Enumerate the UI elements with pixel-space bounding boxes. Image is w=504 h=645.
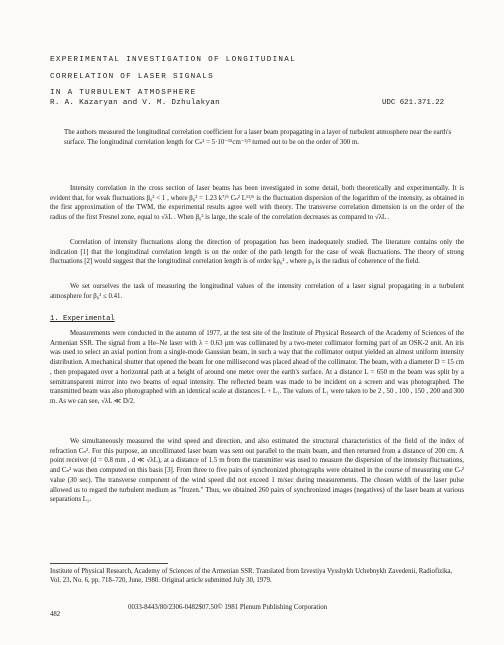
footnote: Institute of Physical Research, Academy of Sciences of the Armenian SSR. Translated from Izvestiya Vysshykh Uchebnykh Zavedenii, Radiofizika, Vol. 23, No. 6, pp. 718–720, June, 1980. Original article submitted July 30, 1979. (50, 568, 453, 585)
body-paragraph-1 (50, 184, 464, 223)
paragraph-text: We set ourselves the task of measuring the longitudinal values of the intensity correlation of a laser signal propagating in a turbulent atmosphere for β₀² ≤ 0.41. (50, 283, 464, 300)
paper-title (50, 52, 410, 102)
footnote-divider (50, 563, 168, 564)
page-number: 482 (50, 611, 61, 618)
paragraph-text: Measurements were conducted in the autumn of 1977, at the test site of the Institute of Physical Research of the Academy of Sciences of the Armenian SSR. The signal from a He–Ne laser with λ = 0.63 μm was collimated by a two-meter collimator forming part of an OSK-2 unit. An iris was used to select an axial portion from a single-mode Gaussian beam, in such a way that the collimator output yielded an almost uniform intensity distribution. A mechanical shutter that opened the beam for one millisecond was placed ahead of the collimator. The beam, with a diameter D = 15 cm , then propagated over a horizontal path at a height of around one meter over the earth's surface. At a distance L = 650 m the beam was split by a semitransparent mirror into two beams of equal intensity. The reflected beam was made to be incident on a screen and was photographed. The transmitted beam was also photographed with an identical scale at distances L + L₁. The values of L₁ were taken to be 2 , 50 , 100 , 150 , 200 and 300 m. As we can see, √λL ≪ D/2. (50, 330, 465, 405)
body-paragraph-5 (50, 437, 464, 505)
body-paragraph-4 (50, 329, 464, 407)
section-heading: 1. Experimental (50, 315, 115, 323)
paragraph-text: Intensity correlation in the cross section of laser beams has been investigated in some detail, both theoretically and experimentally. It is evident that, for weak fluctuations β₀² < 1 , where β₀² = 1.23 k⁷/⁶ Cₙ² L¹¹/⁶ is the fluctuation dispersion of the logarithm of the intensity, as obtained in the first approximation of the TWM, the experimental results agree well with theory. The transverse correlation dimension is on the order of the radius of the first Fresnel zone, equal to √λL . When β₀² is large, the scale of the correlation decreases as compared to √λL . (50, 185, 464, 222)
body-paragraph-3 (50, 282, 464, 301)
abstract: The authors measured the longitudinal correlation coefficient for a laser beam propagating in a layer of turbulent atmosphere near the earth's surface. The longitudinal correlation length for Cₙ² = 5·10⁻¹⁵cm⁻²/³ turned out to be on the order of 300 m. (64, 129, 452, 146)
title-line-3: IN A TURBULENT ATMOSPHERE (50, 89, 197, 97)
body-paragraph-2 (50, 238, 464, 267)
title-line-1: EXPERIMENTAL INVESTIGATION OF LONGITUDINAL (50, 56, 296, 64)
udc-code: UDC 621.371.22 (382, 99, 445, 107)
copyright-line: 0033-8443/80/2306-0482$07.50© 1981 Plenum Publishing Corporation (128, 604, 328, 611)
paragraph-text: We simultaneously measured the wind speed and direction, and also estimated the structural characteristics of the field of the index of refraction Cₙ². For this purpose, an uncollimated laser beam was sent out parallel to the main beam, and then returned from a distance of 200 cm. A point receiver (d = 0.8 mm , d ≪ √λL), at a distance of 1.5 m from the transmitter was used to measure the dispersion of the intensity fluctuations, and Cₙ² was then computed on this basis [3]. From three to five pairs of synchronized photographs were obtained in the course of measuring one Cₙ² value (30 sec). The transverse component of the wind speed did not exceed 1 m/sec during measurements. The chosen width of the laser pulse allowed us to regard the turbulent medium as "frozen." Thus, we obtained 260 pairs of synchronized images (negatives) of the laser beam at various separations L₁. (50, 438, 464, 504)
title-line-2: CORRELATION OF LASER SIGNALS (50, 72, 214, 81)
paragraph-text: Correlation of intensity fluctuations along the direction of propagation has been inadequately studied. The literature contains only the indication [1] that the longitudinal correlation length is on the order of the path length for the case of weak fluctuations. The theory of strong fluctuations [2] would suggest that the longitudinal correlation length is of order kρ₀² , where ρ₀ is the radius of coherence of the field. (50, 239, 464, 266)
authors: R. A. Kazaryan and V. M. Dzhulakyan (50, 99, 220, 107)
